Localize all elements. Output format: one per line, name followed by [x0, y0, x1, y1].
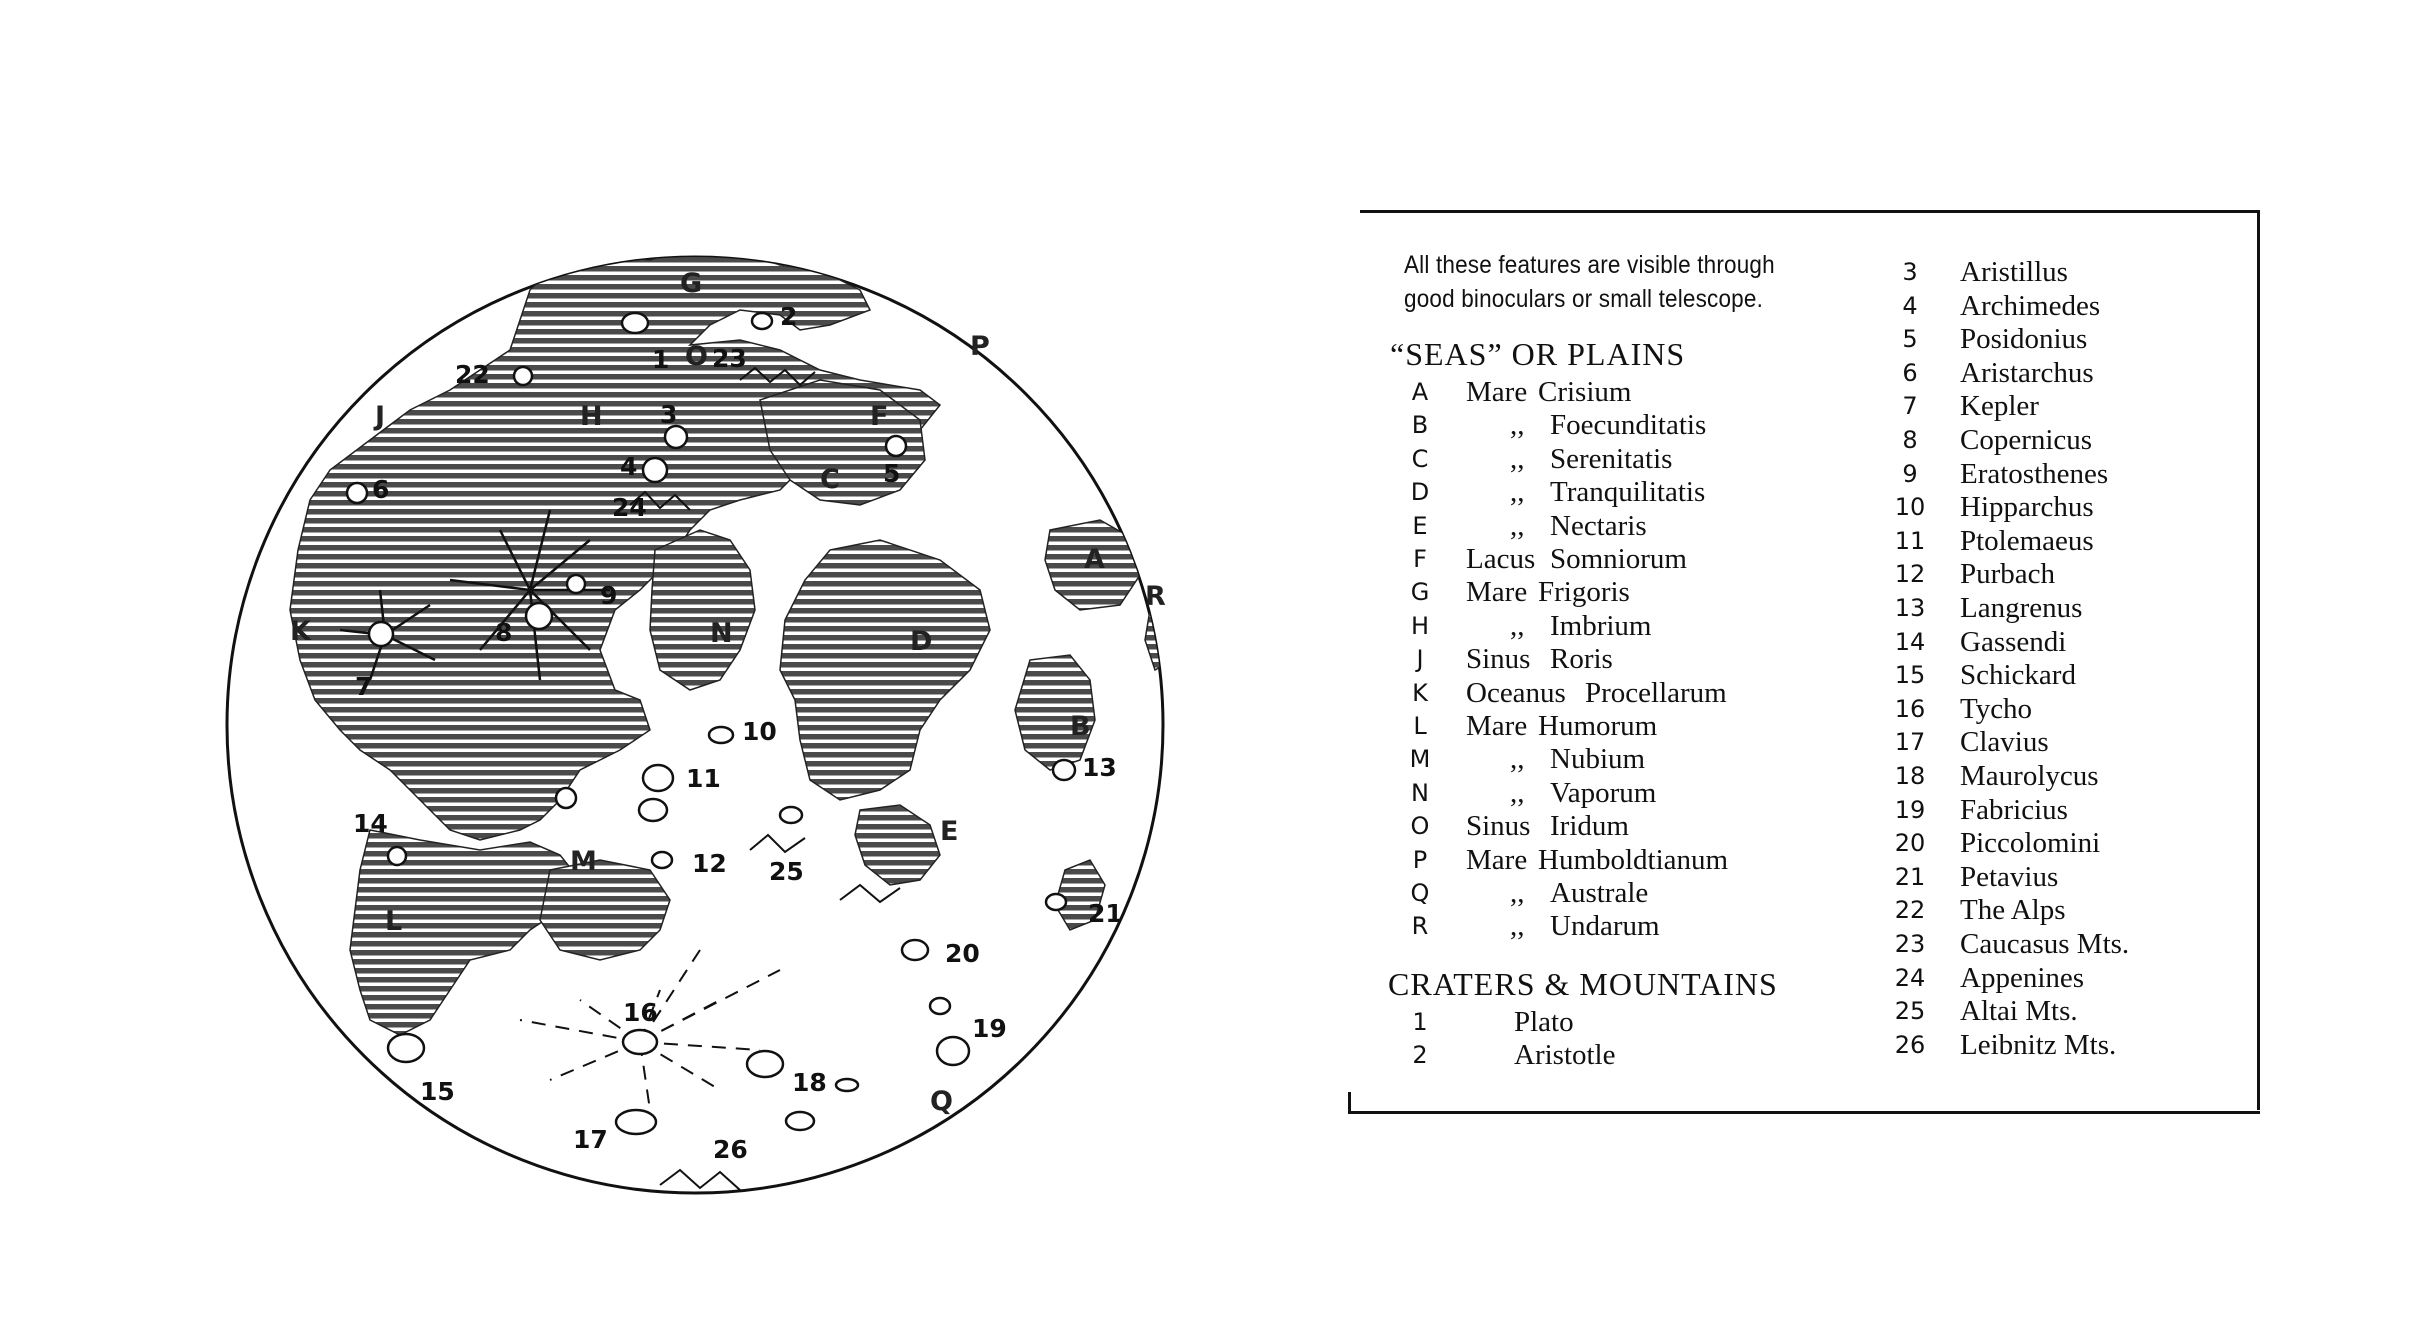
legend-name: Archimedes — [1960, 289, 2101, 322]
legend-key: 14 — [1894, 627, 1926, 656]
legend-name: Procellarum — [1585, 676, 1727, 709]
map-number-12: 12 — [692, 849, 727, 878]
map-number-1: 1 — [652, 345, 670, 374]
legend-name: Crisium — [1538, 376, 1632, 408]
legend-entry — [1400, 409, 1820, 442]
map-number-2: 2 — [780, 302, 798, 331]
legend-entry — [1888, 995, 2308, 1028]
legend-key: 2 — [1412, 1041, 1428, 1070]
legend-name: Vaporum — [1550, 776, 1657, 809]
legend-entry — [1888, 525, 2308, 558]
legend-name: Aristarchus — [1960, 356, 2094, 389]
legend-name: Nectaris — [1550, 509, 1647, 542]
legend-entry — [1888, 1029, 2308, 1062]
legend-key: N — [1411, 778, 1429, 807]
map-label-G: G — [680, 268, 703, 299]
legend-name: Aristillus — [1960, 256, 2068, 288]
legend-key: H — [1410, 611, 1430, 640]
legend-name: Humorum — [1538, 710, 1658, 742]
legend-entry — [1888, 760, 2308, 793]
legend-entry — [1888, 626, 2308, 659]
map-number-5: 5 — [883, 459, 901, 488]
legend-entry — [1400, 844, 1820, 877]
map-number-11: 11 — [686, 764, 721, 793]
legend-entry — [1888, 390, 2308, 423]
map-label-Q: Q — [930, 1086, 953, 1117]
legend-box — [1348, 210, 2260, 1114]
legend-key: E — [1412, 511, 1428, 540]
legend-name: Serenitatis — [1550, 442, 1673, 475]
legend-prefix: Mare — [1466, 710, 1528, 742]
legend-entry — [1400, 1039, 1820, 1072]
legend-key: 22 — [1894, 896, 1926, 925]
legend-entry — [1400, 710, 1820, 743]
legend-key: 16 — [1894, 694, 1926, 723]
legend-intro-line-1: All these features are visible through — [1404, 251, 1775, 279]
legend-entry — [1400, 476, 1820, 509]
legend-name: Humboldtianum — [1538, 843, 1729, 876]
legend-entry — [1400, 743, 1820, 776]
legend-entry — [1888, 928, 2308, 961]
legend-name: The Alps — [1960, 894, 2066, 927]
legend-key: 25 — [1894, 997, 1926, 1026]
legend-prefix: ,, — [1510, 509, 1525, 542]
legend-name: Piccolomini — [1960, 827, 2101, 860]
legend-name: Maurolycus — [1960, 760, 2099, 792]
legend-key: M — [1409, 745, 1431, 774]
legend-prefix: ,, — [1510, 776, 1525, 809]
legend-key: 26 — [1894, 1030, 1926, 1059]
legend-key: 10 — [1894, 493, 1926, 522]
legend-key: 3 — [1902, 258, 1918, 286]
legend-name: Appenines — [1960, 961, 2085, 994]
map-number-16: 16 — [623, 998, 658, 1027]
map-number-3: 3 — [660, 400, 678, 429]
legend-name: Somniorum — [1550, 543, 1687, 575]
map-number-19: 19 — [972, 1014, 1007, 1043]
legend-key: J — [1416, 645, 1424, 674]
legend-key: 20 — [1894, 829, 1926, 858]
legend-entry — [1400, 777, 1820, 810]
legend-key: 21 — [1894, 862, 1926, 891]
legend-key: 6 — [1902, 358, 1918, 387]
legend-entry — [1888, 693, 2308, 726]
legend-key: 12 — [1894, 560, 1926, 589]
legend-name: Gassendi — [1960, 625, 2067, 658]
seas-heading: “SEAS” OR PLAINS — [1390, 336, 1686, 372]
legend-prefix: ,, — [1510, 743, 1525, 776]
legend-name: Clavius — [1960, 726, 2049, 759]
legend-prefix: Mare — [1466, 576, 1528, 609]
map-label-R: R — [1145, 581, 1166, 612]
legend-entry — [1888, 794, 2308, 827]
legend-key: G — [1410, 578, 1430, 607]
map-label-H: H — [580, 401, 603, 432]
legend-prefix: ,, — [1510, 910, 1525, 943]
map-number-14: 14 — [353, 809, 388, 838]
legend-entry — [1888, 491, 2308, 524]
legend-key: 9 — [1902, 459, 1918, 488]
legend-prefix: ,, — [1510, 442, 1525, 475]
legend-name: Eratosthenes — [1960, 457, 2109, 490]
legend-name: Foecunditatis — [1550, 409, 1707, 442]
map-label-M: M — [570, 846, 597, 877]
legend-entry — [1400, 677, 1820, 710]
map-number-15: 15 — [420, 1077, 455, 1106]
legend-key: 17 — [1894, 728, 1926, 757]
map-label-K: K — [290, 616, 311, 647]
legend-name: Tranquilitatis — [1550, 476, 1706, 509]
legend-entry — [1400, 1006, 1820, 1039]
legend-name: Schickard — [1960, 659, 2076, 692]
map-number-4: 4 — [620, 452, 638, 481]
legend-name: Purbach — [1960, 558, 2056, 591]
legend-entry — [1400, 610, 1820, 643]
legend-prefix: Sinus — [1466, 810, 1531, 843]
legend-prefix: Mare — [1466, 376, 1528, 408]
legend-name: Nubium — [1550, 743, 1646, 776]
legend-entry — [1400, 510, 1820, 543]
map-label-C: C — [820, 464, 840, 495]
legend-key: D — [1410, 478, 1430, 507]
map-number-18: 18 — [792, 1068, 827, 1097]
map-label-N: N — [710, 618, 733, 649]
legend-entry — [1400, 576, 1820, 609]
legend-entry — [1888, 726, 2308, 759]
legend-key: Q — [1410, 879, 1430, 907]
map-number-6: 6 — [372, 475, 390, 504]
legend-key: A — [1411, 378, 1429, 406]
legend-name: Iridum — [1550, 810, 1629, 843]
legend-key: 1 — [1412, 1008, 1428, 1036]
craters-heading: CRATERS & MOUNTAINS — [1388, 966, 1778, 1002]
legend-name: Leibnitz Mts. — [1960, 1028, 2117, 1061]
legend-entry — [1888, 827, 2308, 860]
legend-key: 8 — [1902, 426, 1918, 454]
legend-prefix: Mare — [1466, 843, 1528, 876]
legend-name: Copernicus — [1960, 424, 2093, 456]
legend-key: P — [1412, 845, 1428, 874]
legend-prefix: ,, — [1510, 476, 1525, 509]
legend-prefix: Oceanus — [1466, 676, 1566, 709]
legend-entry — [1888, 256, 2308, 289]
legend-key: L — [1413, 712, 1427, 740]
legend-entry — [1888, 592, 2308, 625]
legend-key: 15 — [1894, 661, 1926, 690]
legend-entry — [1888, 290, 2308, 323]
map-label-O: O — [685, 341, 708, 372]
map-label-P: P — [970, 331, 990, 362]
legend-key: F — [1413, 545, 1427, 573]
legend-entry — [1888, 558, 2308, 591]
legend-entry — [1888, 357, 2308, 390]
map-label-F: F — [870, 401, 889, 432]
legend-prefix: ,, — [1510, 877, 1525, 909]
legend-key: 19 — [1894, 795, 1926, 824]
map-label-B: B — [1070, 711, 1091, 742]
legend-entry — [1400, 877, 1820, 910]
map-label-L: L — [385, 906, 403, 937]
map-number-7: 7 — [355, 672, 373, 701]
legend-name: Imbrium — [1550, 609, 1652, 642]
map-number-22: 22 — [455, 360, 490, 389]
legend-key: C — [1411, 444, 1429, 473]
legend-name: Roris — [1550, 643, 1613, 676]
legend-name: Fabricius — [1960, 793, 2068, 826]
legend-entry — [1888, 323, 2308, 356]
map-number-21: 21 — [1088, 899, 1123, 928]
legend-key: 18 — [1894, 762, 1926, 790]
legend-key: R — [1411, 912, 1429, 941]
legend-prefix: Lacus — [1466, 543, 1536, 575]
legend-entry — [1888, 424, 2308, 457]
legend-key: B — [1411, 411, 1429, 440]
legend-name: Plato — [1514, 1006, 1574, 1038]
legend-entry — [1888, 962, 2308, 995]
legend-name: Altai Mts. — [1960, 995, 2078, 1028]
legend-key: 23 — [1894, 930, 1926, 958]
map-number-26: 26 — [713, 1135, 748, 1164]
legend-entry — [1888, 861, 2308, 894]
legend-entry — [1400, 376, 1820, 409]
legend-entry — [1888, 894, 2308, 927]
moon-map — [220, 230, 1200, 1220]
map-number-9: 9 — [600, 581, 618, 610]
legend-key: O — [1410, 812, 1430, 841]
legend-key: 24 — [1894, 963, 1926, 992]
legend-name: Tycho — [1960, 692, 2033, 725]
legend-name: Undarum — [1550, 910, 1660, 943]
legend-name: Kepler — [1960, 390, 2039, 423]
legend-key: 11 — [1894, 526, 1926, 555]
legend-frame-top — [1360, 210, 2260, 213]
legend-entry — [1400, 643, 1820, 676]
legend-entry — [1888, 659, 2308, 692]
legend-name: Hipparchus — [1960, 491, 2094, 524]
map-number-13: 13 — [1082, 753, 1117, 782]
legend-prefix: ,, — [1510, 609, 1525, 642]
legend-key: K — [1412, 678, 1428, 707]
legend-frame-left-tick — [1348, 1092, 1351, 1114]
map-number-23: 23 — [712, 344, 747, 373]
map-number-8: 8 — [495, 618, 513, 647]
legend-name: Australe — [1550, 877, 1649, 909]
legend-key: 13 — [1894, 594, 1926, 622]
legend-entry — [1888, 458, 2308, 491]
map-label-A: A — [1084, 544, 1105, 575]
legend-name: Posidonius — [1960, 323, 2088, 356]
map-label-J: J — [375, 401, 386, 432]
legend-entry — [1400, 443, 1820, 476]
legend-name: Langrenus — [1960, 592, 2083, 624]
map-label-D: D — [910, 626, 933, 657]
legend-entry — [1400, 543, 1820, 576]
legend-intro — [1404, 248, 1775, 316]
legend-key: 5 — [1902, 325, 1918, 354]
legend-name: Caucasus Mts. — [1960, 928, 2130, 960]
legend-frame-bottom — [1348, 1111, 2260, 1114]
legend-key: 4 — [1902, 291, 1918, 320]
legend-name: Petavius — [1960, 860, 2059, 893]
legend-name: Frigoris — [1538, 576, 1630, 609]
map-number-17: 17 — [573, 1125, 608, 1154]
legend-entry — [1400, 810, 1820, 843]
legend-key: 7 — [1902, 392, 1918, 421]
legend-intro-line-2: good binoculars or small telescope. — [1404, 285, 1764, 313]
map-number-10: 10 — [742, 717, 777, 746]
legend-prefix: ,, — [1510, 409, 1525, 442]
map-label-E: E — [940, 816, 959, 847]
legend-prefix: Sinus — [1466, 643, 1531, 676]
map-number-20: 20 — [945, 939, 980, 968]
legend-name: Ptolemaeus — [1960, 524, 2094, 557]
legend-entry — [1400, 910, 1820, 943]
map-number-24: 24 — [612, 493, 647, 522]
map-number-25: 25 — [769, 857, 804, 886]
legend-name: Aristotle — [1514, 1039, 1616, 1072]
